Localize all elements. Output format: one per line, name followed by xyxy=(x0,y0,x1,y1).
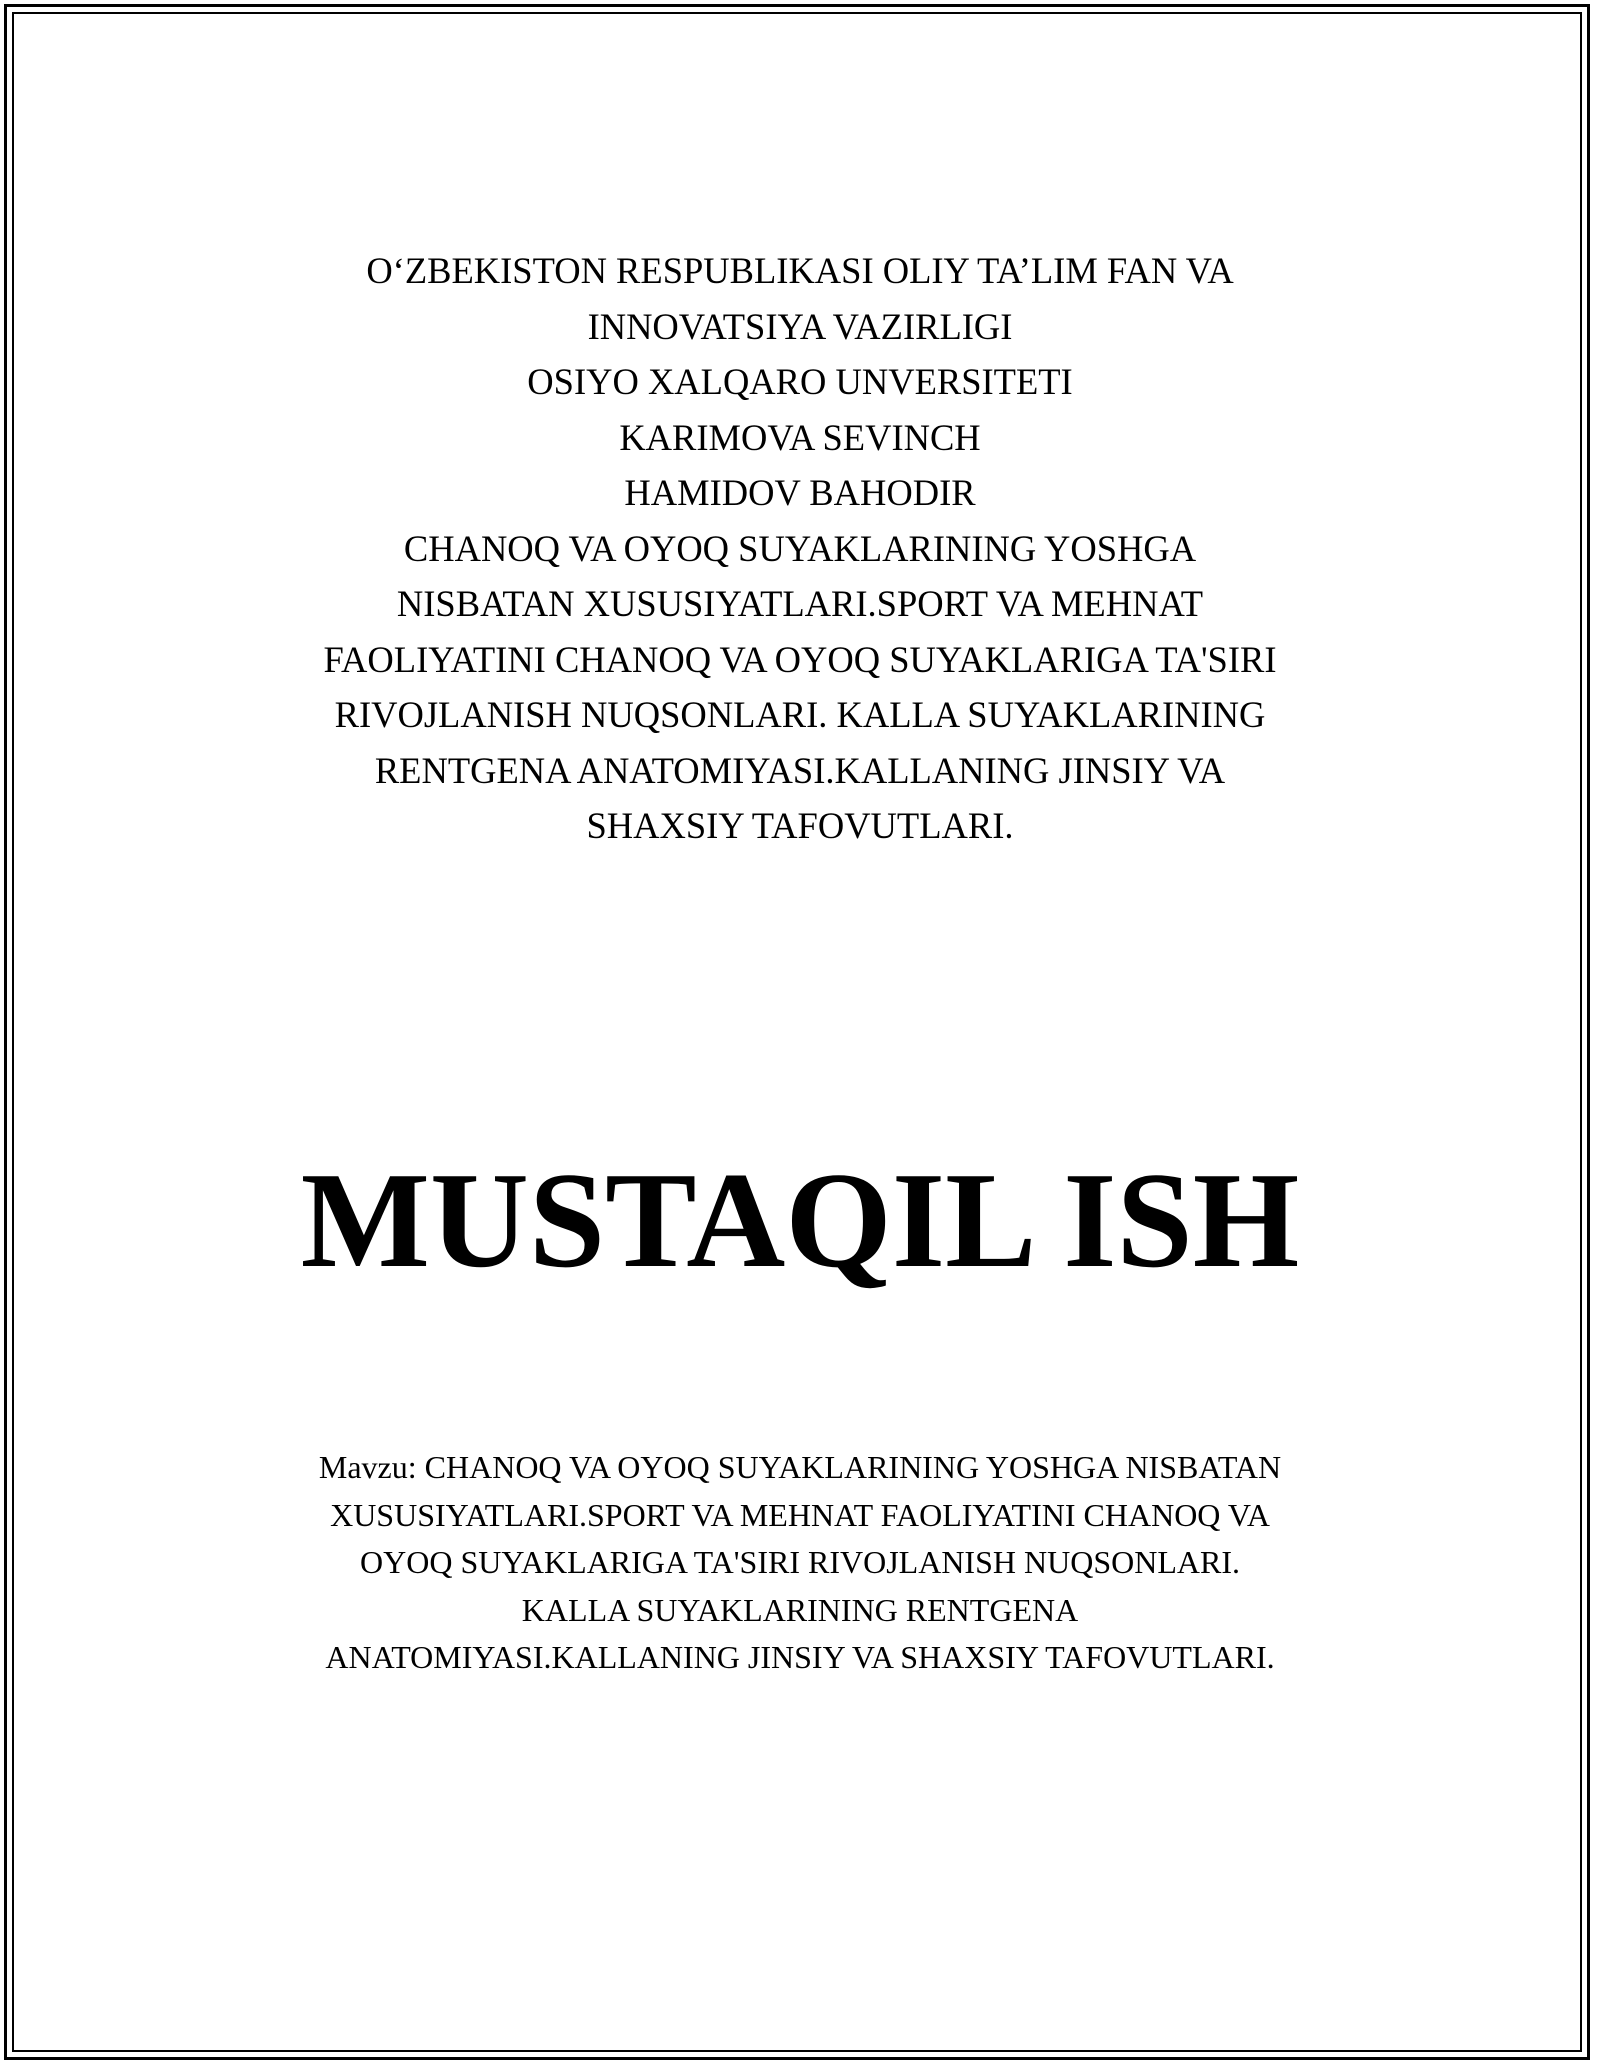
ministry-name-line-2: INNOVATSIYA VAZIRLIGI xyxy=(587,305,1013,347)
header-topic-line-1: CHANOQ VA OYOQ SUYAKLARINING YOSHGA xyxy=(403,527,1197,569)
topic-block xyxy=(200,1444,1400,1682)
header-topic-line-5: RENTGENA ANATOMIYASI.KALLANING JINSIY VA xyxy=(374,749,1226,791)
topic-line-5: ANATOMIYASI.KALLANING JINSIY VA SHAXSIY TAFOVUTLARI. xyxy=(325,1639,1275,1675)
header-topic-line-4: RIVOJLANISH NUQSONLARI. KALLA SUYAKLARINING xyxy=(334,694,1266,735)
university-name: OSIYO XALQARO UNVERSITETI xyxy=(527,361,1073,402)
author-name-2: HAMIDOV BAHODIR xyxy=(624,472,976,513)
ministry-name-line-1: O‘ZBEKISTON RESPUBLIKASI OLIY TA’LIM FAN VA xyxy=(366,250,1234,291)
document-title: MUSTAQIL ISH xyxy=(300,1144,1300,1296)
header-topic-line-3: FAOLIYATINI CHANOQ VA OYOQ SUYAKLARIGA TA'SIRI xyxy=(323,638,1277,680)
title-page-header xyxy=(200,243,1400,854)
header-topic-line-6: SHAXSIY TAFOVUTLARI. xyxy=(586,805,1014,846)
topic-line-4: KALLA SUYAKLARINING RENTGENA xyxy=(521,1591,1079,1628)
author-name-1: KARIMOVA SEVINCH xyxy=(619,416,981,458)
header-topic-line-2: NISBATAN XUSUSIYATLARI.SPORT VA MEHNAT xyxy=(396,583,1204,624)
topic-line-2: XUSUSIYATLARI.SPORT VA MEHNAT FAOLIYATINI CHANOQ VA xyxy=(330,1496,1270,1533)
topic-line-1: Mavzu: CHANOQ VA OYOQ SUYAKLARINING YOSHGA NISBATAN xyxy=(318,1449,1282,1485)
topic-line-3: OYOQ SUYAKLARIGA TA'SIRI RIVOJLANISH NUQSONLARI. xyxy=(360,1544,1240,1580)
